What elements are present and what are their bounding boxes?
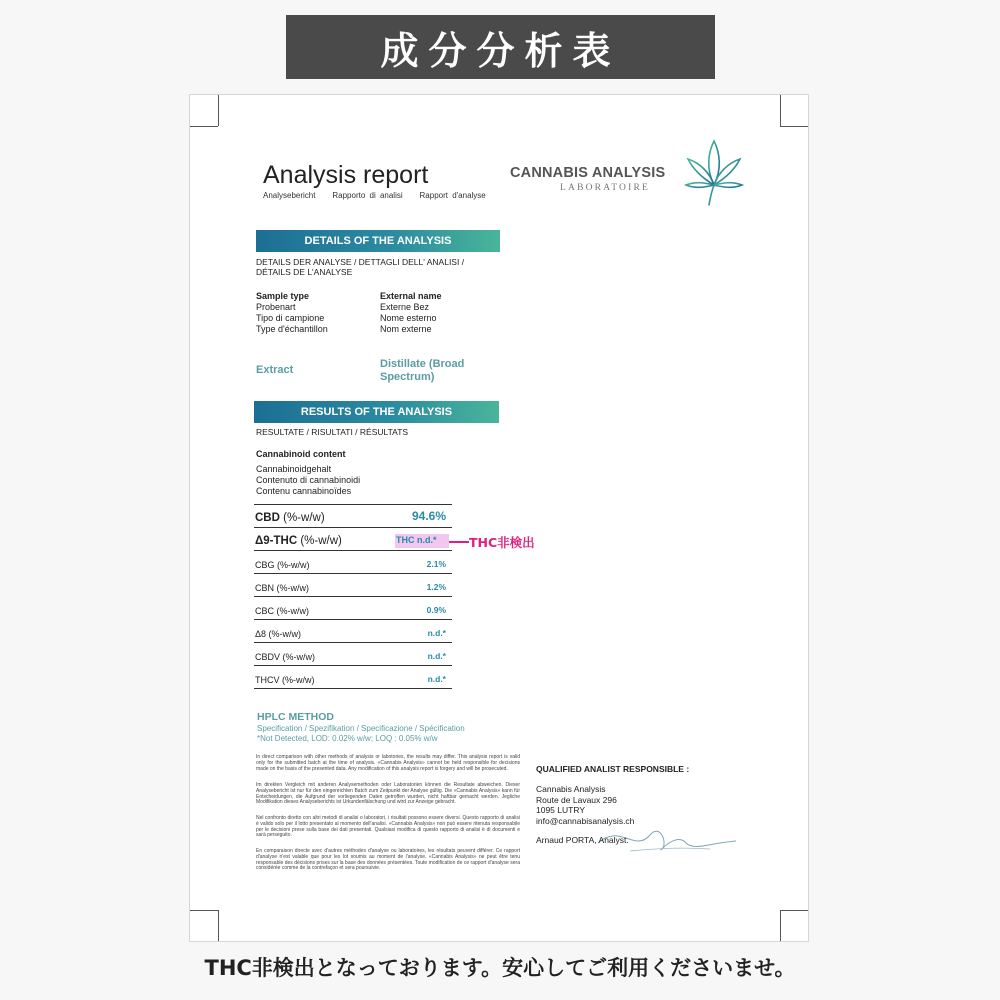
details-subheader: DETAILS DER ANALYSE / DETTAGLI DELL' ANALISI / DÉTAILS DE L'ANALYSE [256, 257, 465, 277]
analysis-report-sheet [190, 95, 808, 941]
crop-mark [780, 910, 781, 941]
thc-annotation-line [449, 541, 469, 543]
lab-logo-name: CANNABIS ANALYSIS [510, 165, 666, 181]
sample-type-block: Sample type Probenart Tipo di campione Type d'échantillon [256, 291, 328, 334]
table-row-thc: Δ9-THC (%-w/w) [254, 527, 452, 551]
thc-annotation: THC非検出 [469, 535, 535, 550]
caption: THC非検出となっております。安心してご利用くださいませ。 [204, 956, 796, 980]
table-row-cbd: CBD (%-w/w) 94.6% [254, 504, 452, 528]
disclaimer-de: Im direkten Vergleich mit anderen Analysemethoden oder Laboratorien können die Resultate abweichen. Dieser Analysebericht ist nur für den eingereichten Batch zum Zeitpunkt der Analyse gültig. Die «Cannabis Analysis» kann für Entscheidungen, die Aufgrund der vorliegenden Daten getroffen wurden, nicht haftbar gemacht werden. Jegliche Modifikation dieses Analyseberichts ist Urkundenfälschung und wird zur Anzeige gebracht. [256, 782, 520, 806]
cannabinoid-content-block: Cannabinoid content Cannabinoidgehalt Contenuto di cannabinoidi Contenu cannabinoïdes [256, 449, 361, 496]
disclaimer-it: Nel confronto diretto con altri metodi di analisi o laboratori, i risultati possono essere diversi. Questo rapporto di analisi è valido solo per il lotto presentato al momento dell'analisi. «Cannabis Analysis» non può essere ritenuta responsabile per le decisioni prese sulla base dei dati presentati. Qualsiasi modifica di questo rapporto di analisi è di documenti e sarà perseguito. [256, 815, 520, 839]
table-row-cbn: CBN (%-w/w) 1.2% [254, 573, 452, 597]
analyst-header: QUALIFIED ANALIST RESPONSIBLE : [536, 764, 690, 774]
hplc-method-spec: Specification / Spezifikation / Specificazione / Spécification *Not Detected, LOD: 0.02% w/w; LOQ : 0.05% w/w [257, 724, 465, 743]
cbd-value: 94.6% [411, 509, 446, 523]
table-row-cbdv: CBDV (%-w/w) n.d.* [254, 642, 452, 666]
crop-mark [190, 126, 218, 127]
crop-mark [780, 126, 808, 127]
hplc-method-title: HPLC METHOD [257, 711, 334, 723]
lab-logo-sub: LABORATOIRE [560, 183, 650, 193]
table-row-cbc: CBC (%-w/w) 0.9% [254, 596, 452, 620]
table-row-cbg: CBG (%-w/w) 2.1% [254, 550, 452, 574]
results-header: RESULTS OF THE ANALYSIS [254, 401, 499, 423]
crop-mark [218, 910, 219, 941]
analyst-signatory: Arnaud PORTA, Analyst. [536, 835, 629, 845]
disclaimer-en: In direct comparison with other methods of analysis or labotories, the results may differ. This analysis report is valid only for the submitted batch at the time of analysis. «Cannabis Analysis» cannot be held responsible for decisions made on the basis of the presented data. Any modification of this analysis report is forgery and will be prosecuted. [256, 754, 520, 772]
thc-value: THC n.d.* [396, 535, 437, 545]
crop-mark [218, 95, 219, 126]
results-subheader: RESULTATE / RISULTATI / RÉSULTATS [256, 427, 409, 437]
crop-mark [780, 910, 808, 911]
table-row-thcv: THCV (%-w/w) n.d.* [254, 665, 452, 689]
page-banner: 成分分析表 [286, 15, 715, 79]
sample-type-value: Extract [256, 364, 294, 376]
details-header: DETAILS OF THE ANALYSIS [256, 230, 500, 252]
crop-mark [780, 95, 781, 126]
report-title: Analysis report [263, 161, 429, 189]
cannabis-leaf-icon [680, 139, 748, 207]
report-subtitle: Analysebericht Rapporto di analisi Rapport d'analyse [263, 191, 486, 200]
external-name-value: Distillate (Broad Spectrum) [380, 358, 465, 383]
disclaimer-fr: En comparaison directe avec d'autres méthodes d'analyse ou laboratoires, les résultats peuvent différer. Ce rapport d'analyse n'est valable que pour les lot soumis au moment de l'analyse. «Cannabis Analysis» ne peut être tenu responsable des décisions prises sur la base des données présentées. Toute modification de ce rapport d'analyse sera considérée comme de la contrefaçon et sera poursuivie. [256, 848, 520, 872]
crop-mark [190, 910, 218, 911]
table-row-d8: Δ8 (%-w/w) n.d.* [254, 619, 452, 643]
analyst-address: Cannabis Analysis Route de Lavaux 296 1095 LUTRY info@cannabisanalysis.ch [536, 784, 635, 826]
external-name-block: External name Externe Bez Nome esterno Nom externe [380, 291, 442, 334]
